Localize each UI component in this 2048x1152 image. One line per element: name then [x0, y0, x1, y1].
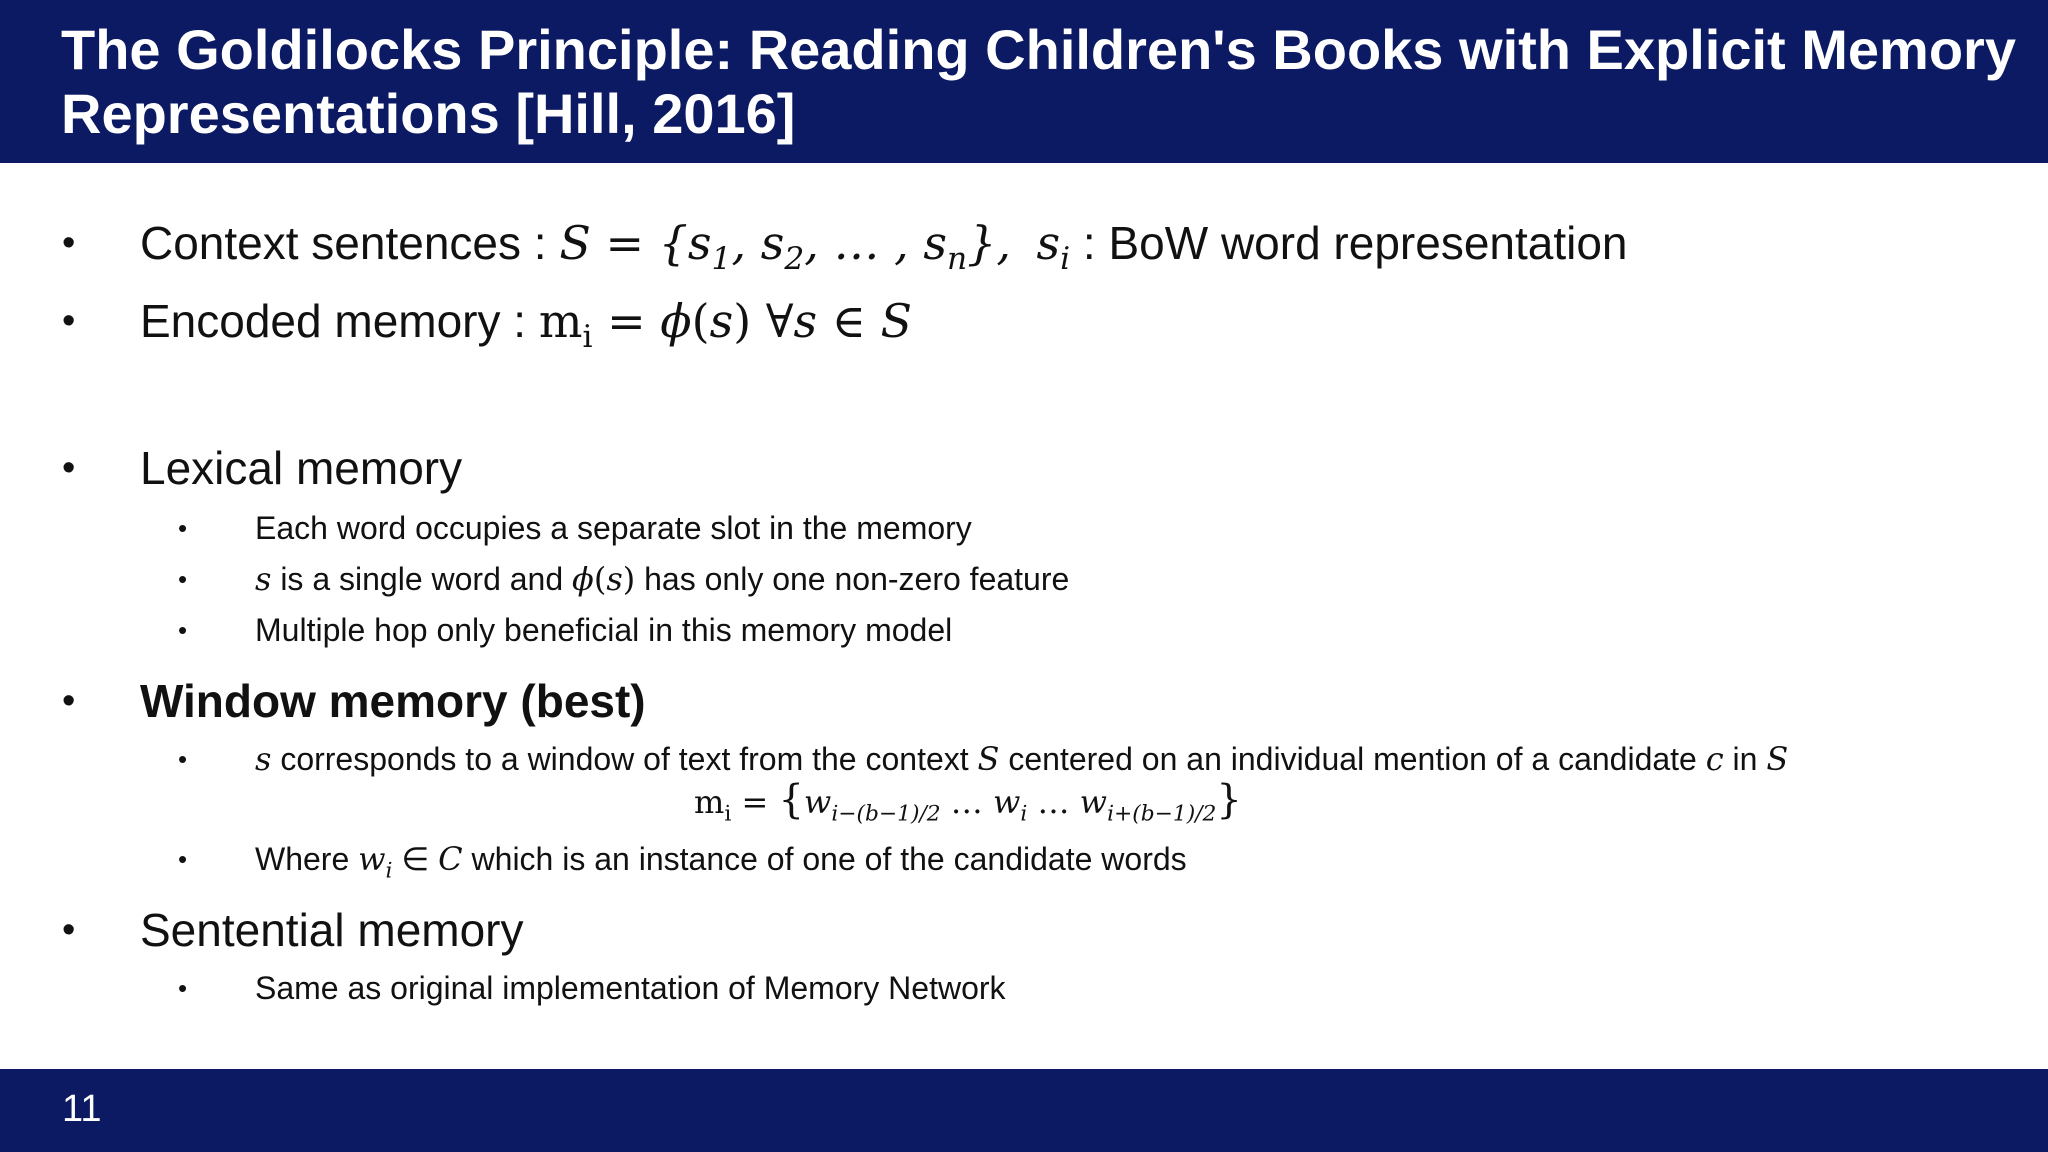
lexical-memory-heading: Lexical memory — [140, 442, 463, 494]
window-subitem-text: s corresponds to a window of text from the context S centered on an individual mention of a candidate c in S — [255, 740, 1789, 778]
window-memory-formula: $m_i = \{w_{i-(b-1)/2}$ … $w_i$ … $w_{i+(b-1)/2}$} — [694, 777, 1242, 827]
bullet-dot: • — [178, 615, 188, 645]
title-bar — [0, 0, 2048, 163]
footer-bar — [0, 1069, 2048, 1152]
lexical-subitem-text: s is a single word and ϕ(s) has only one non-zero feature — [255, 560, 1070, 598]
bullet-dot: • — [178, 744, 188, 774]
sentential-subitem-text: Same as original implementation of Memory Network — [255, 970, 1006, 1006]
bullet-dot: • — [62, 300, 76, 342]
window-subitem-text: Where $w_i$ ∈ C which is an instance of one of the candidate words — [255, 840, 1187, 884]
bullet-dot: • — [62, 447, 76, 489]
context-set-formula: $S = \{s_1$, $s_2$, … , $s_n$}, — [559, 216, 1011, 278]
encoded-memory-formula: $m_i = \phi(s)$ ∀s ∈ S — [538, 294, 912, 356]
bullet-dot: • — [62, 680, 76, 722]
window-memory-heading: Window memory (best) — [140, 675, 646, 727]
sentential-memory-heading: Sentential memory — [140, 904, 524, 956]
context-si-symbol: $s_i$ — [1036, 216, 1071, 278]
bullet-dot: • — [62, 909, 76, 951]
bullet-dot: • — [178, 513, 188, 543]
bullet-dot: • — [178, 973, 188, 1003]
slide-title: The Goldilocks Principle: Reading Children's Books with Explicit Memory Representations [Hill, 2016] — [61, 18, 2016, 145]
page-number: 11 — [62, 1088, 102, 1130]
lexical-subitem-text: Each word occupies a separate slot in the memory — [255, 510, 972, 546]
context-sentences-label: Context sentences : — [140, 217, 560, 269]
context-sentences-description: : BoW word representation — [1070, 217, 1628, 269]
encoded-memory-label: Encoded memory : — [140, 295, 539, 347]
bullet-dot: • — [178, 564, 188, 594]
bullet-dot: • — [62, 222, 76, 264]
bullet-dot: • — [178, 844, 188, 874]
lexical-subitem-text: Multiple hop only beneficial in this memory model — [255, 612, 953, 648]
